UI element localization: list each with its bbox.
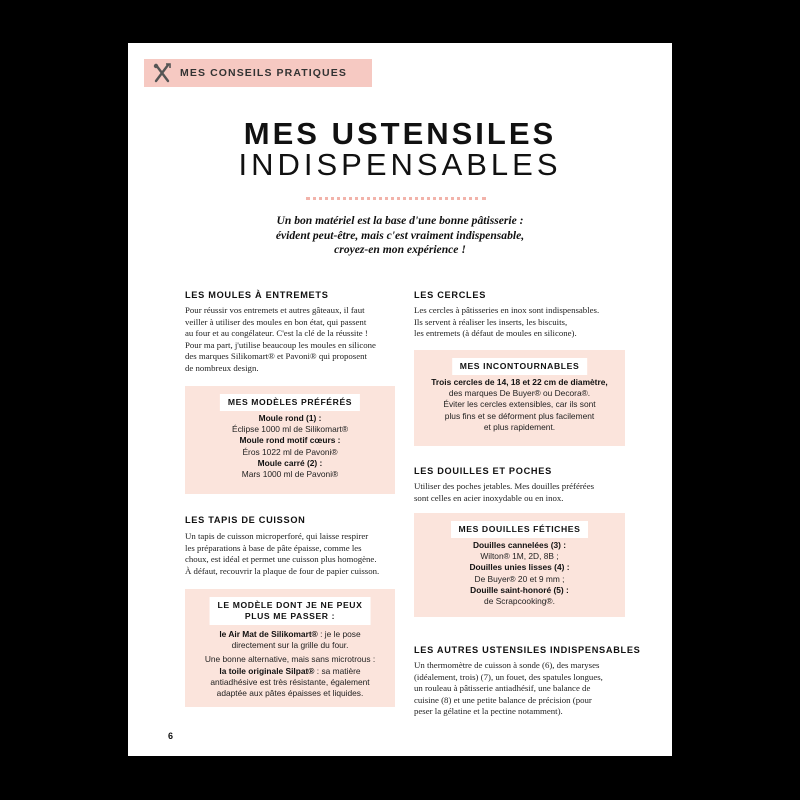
box-douilles-fetiches: [414, 513, 625, 617]
heading-douilles: LES DOUILLES ET POCHES: [414, 466, 552, 476]
item-text: Éros 1022 ml de Pavoni®: [242, 446, 338, 457]
heading-autres: LES AUTRES USTENSILES INDISPENSABLES: [414, 645, 641, 655]
text-fragment: : sa matière: [314, 665, 361, 676]
box-tag: MES MODÈLES PRÉFÉRÉS: [220, 394, 360, 411]
intro-line: croyez-en mon expérience !: [334, 243, 466, 256]
box-content: [414, 540, 625, 607]
text-line: Ils servent à réaliser les inserts, les biscuits,: [414, 316, 568, 327]
item-text: De Buyer® 20 et 9 mm ;: [474, 573, 565, 584]
item-title: Trois cercles de 14, 18 et 22 cm de diamètre,: [431, 377, 608, 387]
item-text: de Scrapcooking®.: [484, 596, 555, 607]
paragraph-autres: [414, 660, 639, 718]
text-line: sont celles en acier inoxydable ou en inox.: [414, 492, 564, 503]
text-line: Un thermomètre de cuisson à sonde (6), des maryses: [414, 660, 600, 670]
box-modeles-preferes: [185, 386, 395, 494]
text-line: des marques Silikomart® et Pavoni® qui proposent: [185, 351, 367, 362]
box-content: [414, 377, 625, 433]
box-content: [185, 413, 395, 480]
text-line: Un tapis de cuisson microperforé, qui laisse respirer: [185, 531, 369, 541]
item-title: Douille saint-honoré (5) :: [470, 584, 569, 595]
paragraph-cercles: [414, 305, 634, 340]
text-line: (idéalement, trois) (7), un fouet, des spatules longues,: [414, 671, 603, 682]
text-fragment: : je le pose: [317, 629, 361, 639]
page-title-line-1: MES USTENSILES: [243, 116, 557, 151]
text-line: un rouleau à pâtisserie antiadhésif, une balance de: [414, 683, 591, 694]
page-title-line-2: INDISPENSABLES: [238, 147, 562, 182]
text-line: choux, est idéal et permet une cuisson plus homogène.: [185, 554, 377, 565]
text-line: antiadhésive est très résistante, également: [210, 676, 370, 687]
text-line: À défaut, recouvrir la plaque de four de papier cuisson.: [185, 565, 380, 576]
item-title: Douilles cannelées (3) :: [472, 540, 567, 550]
text-line: de nombreux design.: [185, 362, 259, 373]
text-line: les préparations à base de pâte épaisse, comme les: [185, 542, 362, 553]
item-text: Mars 1000 ml de Pavoni®: [241, 469, 339, 480]
text-line: veiller à utiliser des moules en bon état, qui passent: [185, 316, 367, 327]
box-tag: MES INCONTOURNABLES: [452, 358, 588, 375]
page: [128, 43, 672, 756]
text-line: Utiliser des poches jetables. Mes douilles préférées: [414, 481, 595, 491]
item-title: Moule carré (2) :: [257, 457, 323, 468]
box-tag: MES DOUILLES FÉTICHES: [451, 521, 589, 538]
paragraph-douilles: [414, 481, 634, 504]
item-title: Douilles unies lisses (4) :: [469, 562, 570, 573]
item-title: Moule rond motif cœurs :: [239, 435, 341, 446]
text-line: Les cercles à pâtisseries en inox sont indispensables.: [414, 305, 600, 315]
text-line: des marques De Buyer® ou Decora®.: [448, 388, 591, 399]
dotted-divider: [306, 197, 486, 200]
text-line: Pour réussir vos entremets et autres gâteaux, il faut: [185, 305, 365, 315]
text-line: les entremets (à défaut de moules en silicone).: [414, 328, 577, 339]
paragraph-moules: [185, 305, 405, 375]
item-title: Moule rond (1) :: [258, 413, 322, 423]
intro-line: évident peut-être, mais c'est vraiment indispensable,: [275, 228, 525, 242]
tag-line: LE MODÈLE DONT JE NE PEUX: [217, 600, 363, 610]
text-line: Éviter les cercles extensibles, car ils sont: [443, 399, 596, 410]
box-modele-unique: [185, 589, 395, 707]
crossed-utensils-icon: [144, 59, 180, 87]
intro-text: [228, 214, 572, 258]
box-incontournables: [414, 350, 625, 446]
heading-tapis: LES TAPIS DE CUISSON: [185, 515, 306, 525]
text-line: directement sur la grille du four.: [231, 640, 349, 651]
section-banner: [144, 59, 372, 87]
heading-cercles: LES CERCLES: [414, 290, 487, 300]
text-line: Pour ma part, j'utilise beaucoup les moules en silicone: [185, 339, 376, 350]
page-number: 6: [168, 731, 174, 741]
box-content: [185, 629, 395, 699]
item-text: Éclipse 1000 ml de Silikomart®: [231, 424, 349, 435]
product-name: le Air Mat de Silikomart®: [219, 629, 318, 639]
text-line: et plus rapidement.: [483, 421, 556, 432]
box-tag: [210, 597, 371, 625]
text-line: cuisine (8) et une petite balance de précision (pour: [414, 694, 592, 705]
item-text: Wilton® 1M, 2D, 8B ;: [480, 551, 559, 562]
text-line: adaptée aux pâtes épaisses et liquides.: [216, 688, 364, 699]
text-line: plus fins et se déforment plus facilement: [444, 410, 595, 421]
product-name: la toile originale Silpat®: [219, 665, 315, 676]
paragraph-tapis: [185, 531, 405, 577]
text-line: au four et au congélateur. C'est la clé de la réussite !: [185, 328, 368, 339]
heading-moules: LES MOULES À ENTREMETS: [185, 290, 329, 300]
intro-line: Un bon matériel est la base d'une bonne pâtisserie :: [276, 214, 524, 227]
text-line: Une bonne alternative, mais sans microtrous :: [204, 654, 376, 665]
text-line: peser la gélatine et la pectine notamment).: [414, 706, 563, 717]
tag-line: PLUS ME PASSER :: [244, 611, 336, 621]
banner-label: MES CONSEILS PRATIQUES: [180, 67, 347, 79]
